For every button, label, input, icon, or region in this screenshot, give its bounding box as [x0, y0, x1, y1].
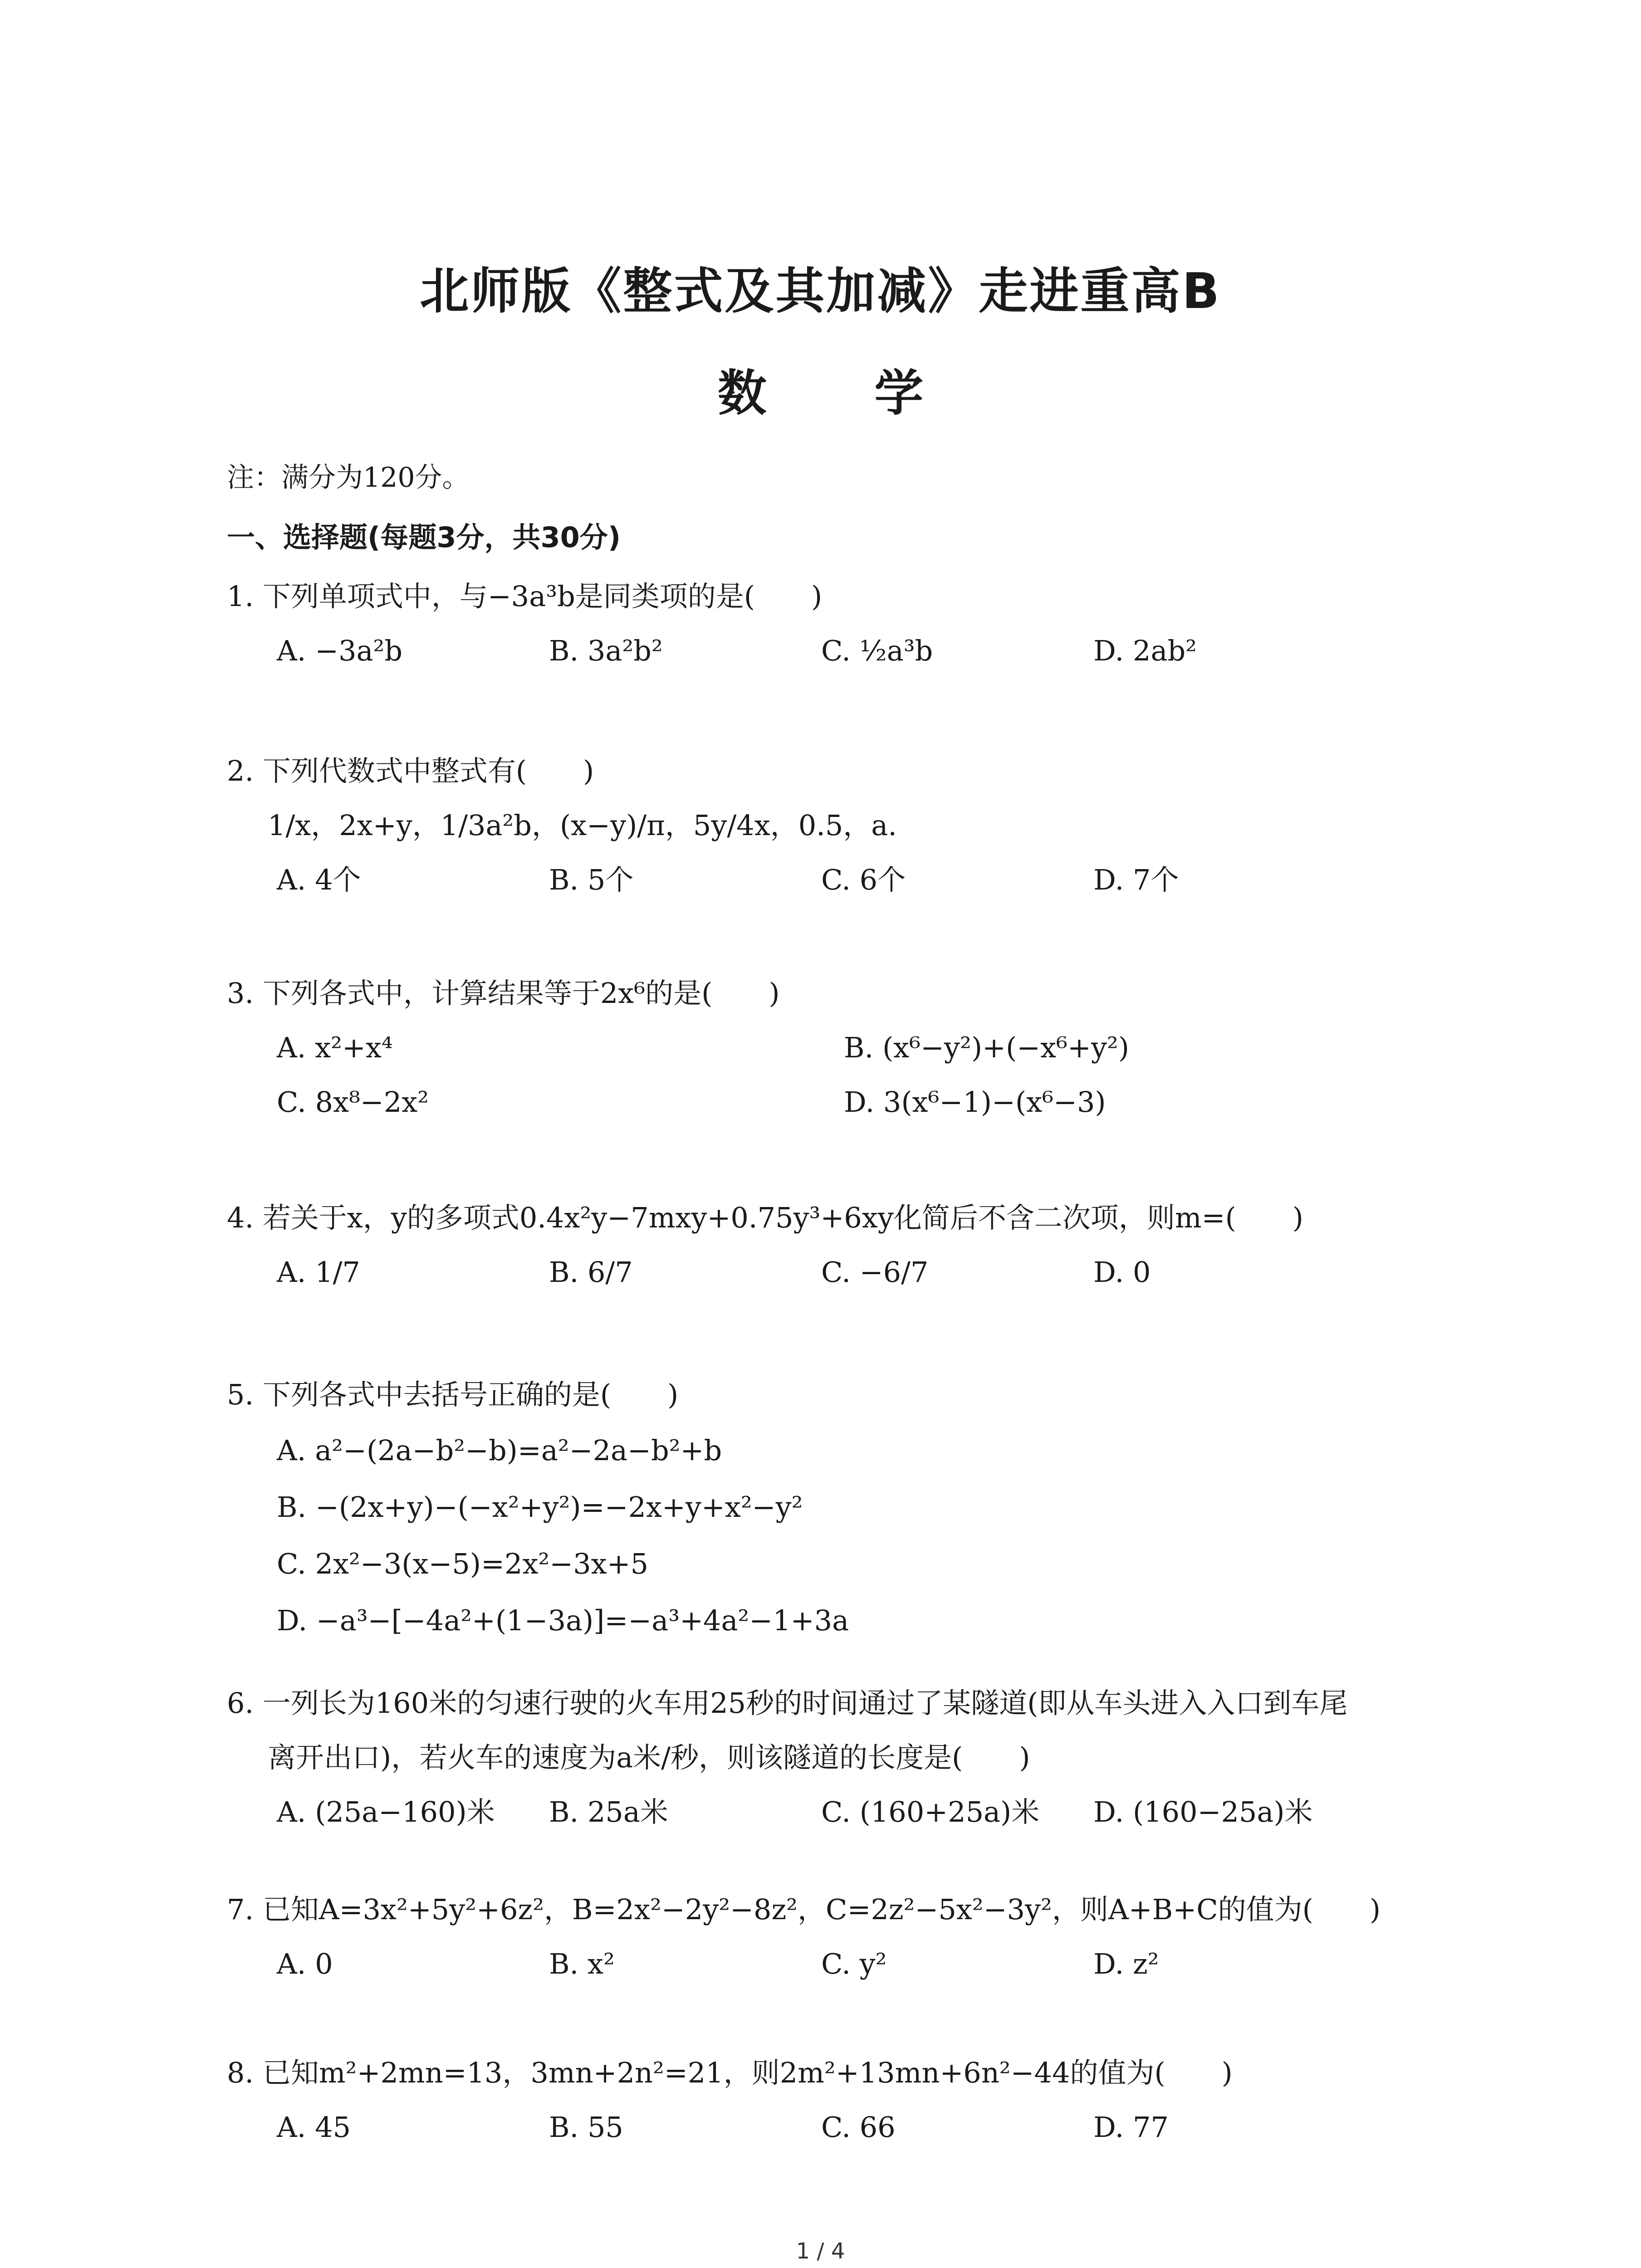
option-a: A. −3a²b: [277, 634, 403, 667]
question-stem: 1. 下列单项式中，与−3a³b是同类项的是( ): [227, 580, 823, 613]
option-c: C. (160+25a)米: [821, 1795, 1040, 1828]
option-c: C. y²: [821, 1947, 887, 1980]
option-b: B. 25a米: [549, 1795, 668, 1828]
options-row: [227, 1245, 1452, 1300]
option-b: B. (x⁶−y²)+(−x⁶+y²): [844, 1031, 1129, 1064]
options-row: [227, 853, 1452, 907]
question-6: [227, 1676, 1452, 1839]
option-b: B. 6/7: [549, 1256, 633, 1289]
question-stem: 7. 已知A=3x²+5y²+6z²，B=2x²−2y²−8z²，C=2z²−5x²−3y²，则A+B+C的值为( ): [227, 1893, 1381, 1926]
option-c: C. 6个: [821, 863, 906, 896]
options-list: [227, 1422, 1452, 1649]
question-4: [227, 1191, 1452, 1300]
question-1: [227, 569, 1452, 678]
option-a: A. (25a−160)米: [277, 1795, 495, 1828]
option-d: D. −a³−[−4a²+(1−3a)]=−a³+4a²−1+3a: [277, 1604, 849, 1637]
option-d: D. 7个: [1093, 863, 1179, 896]
option-b: B. −(2x+y)−(−x²+y²)=−2x+y+x²−y²: [277, 1491, 803, 1524]
option-b: B. x²: [549, 1947, 615, 1980]
option-a: A. a²−(2a−b²−b)=a²−2a−b²+b: [277, 1434, 722, 1467]
page-number: 1 / 4: [796, 2239, 845, 2264]
exam-subtitle: 数 学: [717, 365, 969, 422]
option-b: B. 55: [549, 2111, 623, 2144]
question-stem: 8. 已知m²+2mn=13，3mn+2n²=21，则2m²+13mn+6n²−44的值为( ): [227, 2056, 1233, 2089]
option-a: A. 0: [277, 1947, 333, 1980]
option-c: C. 66: [821, 2111, 896, 2144]
question-stem: 5. 下列各式中去括号正确的是( ): [227, 1378, 679, 1411]
options-row: [227, 1785, 1452, 1839]
option-c: C. 8x⁸−2x²: [277, 1085, 429, 1119]
score-note: 注：满分为120分。: [227, 462, 470, 494]
option-a: A. x²+x⁴: [277, 1031, 393, 1064]
option-c: C. ½a³b: [821, 634, 933, 667]
section-heading: 一、选择题(每题3分，共30分): [227, 521, 621, 554]
question-stem: 6. 一列长为160米的匀速行驶的火车用25秒的时间通过了某隧道(即从车头进入入口到车尾: [227, 1686, 1348, 1720]
algebraic-expressions: 1/x，2x+y，1/3a²b，(x−y)/π，5y/4x，0.5，a.: [268, 809, 897, 842]
option-c: C. −6/7: [821, 1256, 929, 1289]
option-a: A. 45: [277, 2111, 351, 2144]
option-d: D. 0: [1093, 1256, 1151, 1289]
option-a: A. 4个: [277, 863, 361, 896]
question-stem: 2. 下列代数式中整式有( ): [227, 754, 594, 787]
question-2: [227, 744, 1452, 907]
options-row: [227, 1937, 1452, 1991]
option-a: A. 1/7: [277, 1256, 360, 1289]
option-b: B. 5个: [549, 863, 634, 896]
options-row: [227, 1021, 1452, 1075]
options-row: [227, 2100, 1452, 2155]
option-d: D. z²: [1093, 1947, 1159, 1980]
option-d: D. 77: [1093, 2111, 1169, 2144]
question-stem: 3. 下列各式中，计算结果等于2x⁶的是( ): [227, 977, 780, 1010]
question-stem: 4. 若关于x，y的多项式0.4x²y−7mxy+0.75y³+6xy化简后不含二次项，则m=( ): [227, 1201, 1303, 1234]
option-d: D. 2ab²: [1093, 634, 1197, 667]
options-row: [227, 624, 1452, 678]
question-8: [227, 2046, 1452, 2155]
question-stem-cont: 离开出口)，若火车的速度为a米/秒，则该隧道的长度是( ): [268, 1741, 1030, 1774]
question-5: [227, 1368, 1452, 1649]
option-c: C. 2x²−3(x−5)=2x²−3x+5: [277, 1547, 649, 1580]
option-b: B. 3a²b²: [549, 634, 663, 667]
option-d: D. 3(x⁶−1)−(x⁶−3): [844, 1085, 1106, 1119]
options-row: [227, 1075, 1452, 1129]
option-d: D. (160−25a)米: [1093, 1795, 1313, 1828]
question-7: [227, 1882, 1452, 1991]
exam-title: 北师版《整式及其加减》走进重高B: [420, 263, 1221, 320]
question-3: [227, 966, 1452, 1129]
